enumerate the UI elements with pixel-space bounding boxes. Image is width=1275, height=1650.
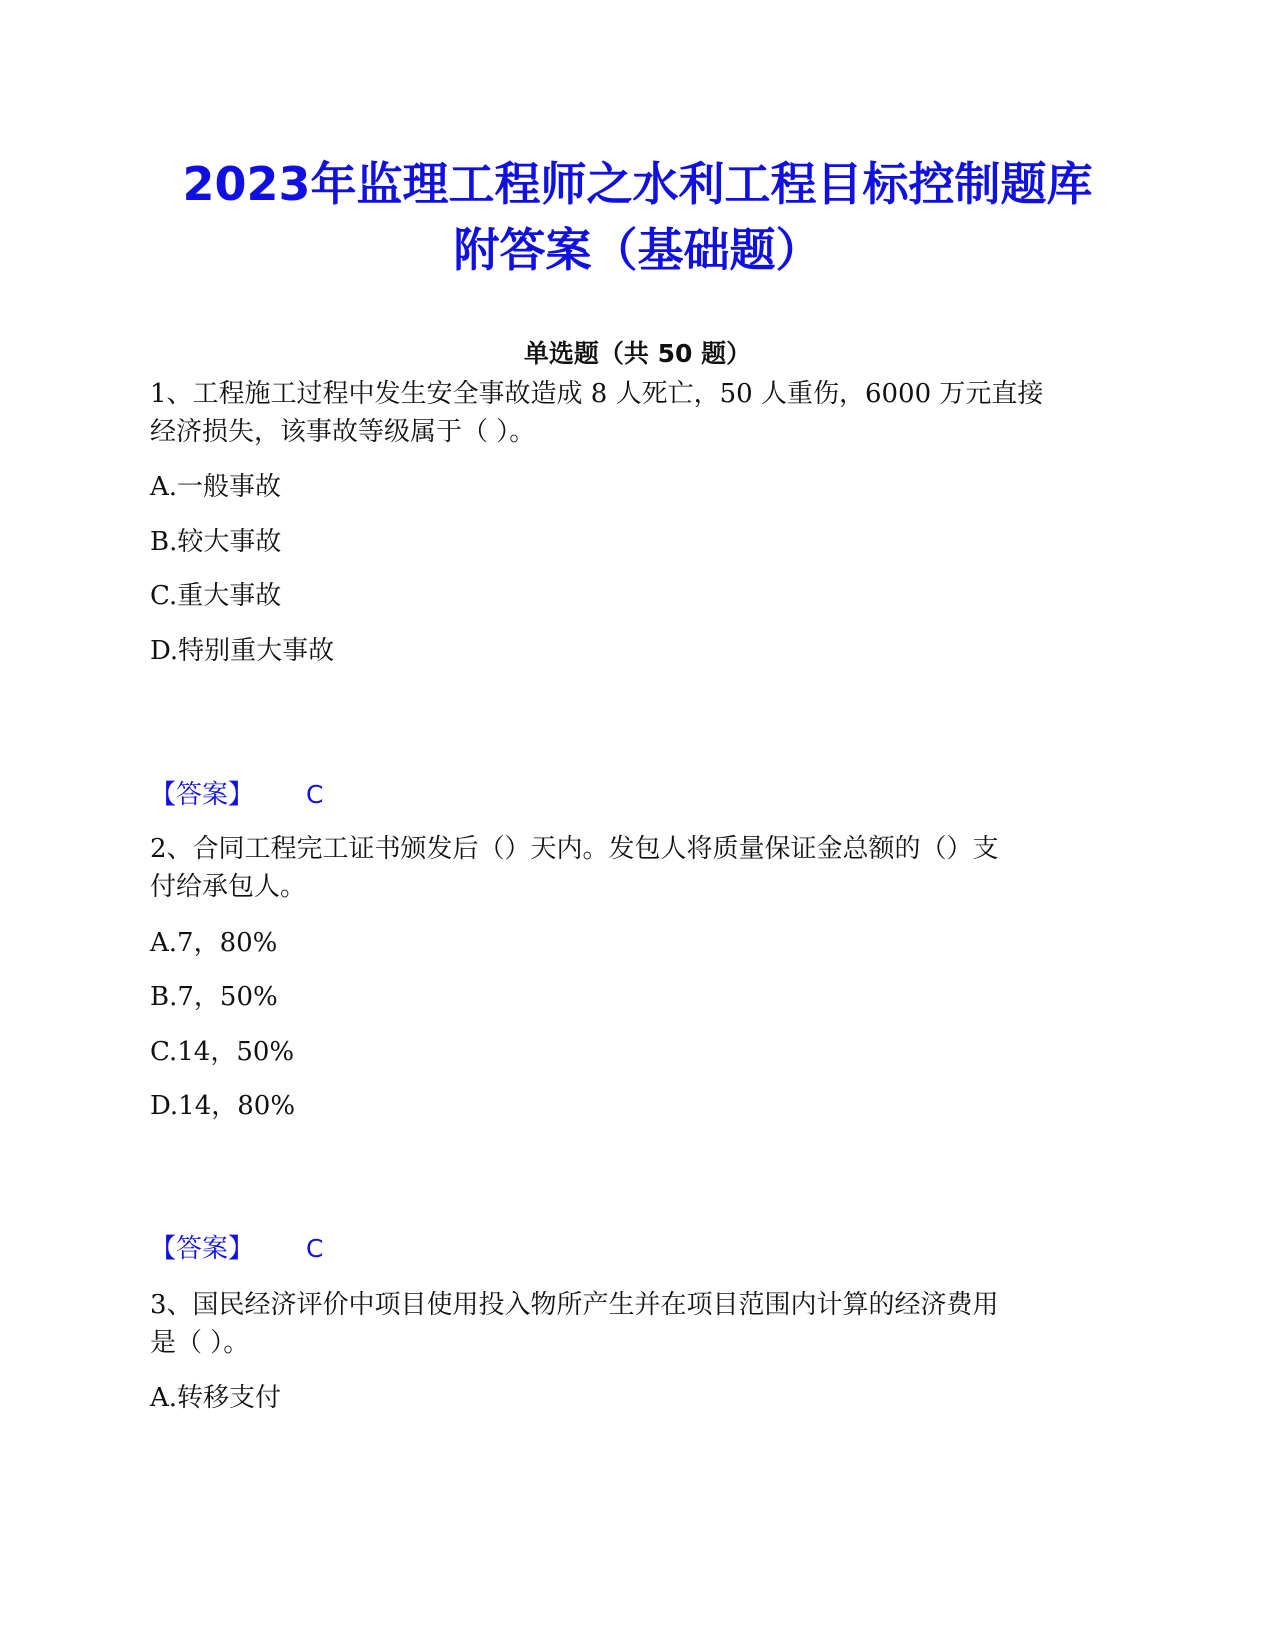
question-1-stem-line-2: 经济损失，该事故等级属于（ ）。 — [150, 417, 536, 447]
answer-label: 【答案】 — [150, 1234, 255, 1264]
document-title-line-1: 2023年监理工程师之水利工程目标控制题库 — [182, 157, 1093, 211]
question-2-stem-line-1: 2、合同工程完工证书颁发后（）天内。发包人将质量保证金总额的（）支 — [150, 834, 999, 864]
question-3-stem-line-2: 是（ ）。 — [150, 1328, 250, 1358]
question-2-option-b: B.7，50% — [150, 982, 278, 1012]
question-2-option-c: C.14，50% — [150, 1037, 295, 1067]
question-1-stem-line-1: 1、工程施工过程中发生安全事故造成 8 人死亡，50 人重伤，6000 万元直接 — [150, 379, 1044, 409]
question-3-stem-line-1: 3、国民经济评价中项目使用投入物所产生并在项目范围内计算的经济费用 — [150, 1290, 999, 1320]
section-heading: 单选题（共 50 题） — [523, 339, 752, 368]
question-3-option-a: A.转移支付 — [150, 1383, 282, 1413]
answer-value: C — [306, 1234, 324, 1263]
question-1-answer — [150, 775, 323, 815]
question-2-option-d: D.14，80% — [150, 1091, 296, 1121]
answer-value: C — [306, 780, 324, 809]
question-1-option-d: D.特别重大事故 — [150, 636, 335, 666]
question-1-option-b: B.较大事故 — [150, 527, 282, 557]
document-title-line-2: 附答案（基础题） — [453, 223, 822, 277]
question-1-option-a: A.一般事故 — [150, 472, 282, 502]
answer-label: 【答案】 — [150, 780, 255, 810]
question-2-answer — [150, 1229, 323, 1269]
question-2-stem-line-2: 付给承包人。 — [150, 872, 307, 902]
question-2-option-a: A.7，80% — [150, 928, 278, 958]
question-1-option-c: C.重大事故 — [150, 581, 282, 611]
